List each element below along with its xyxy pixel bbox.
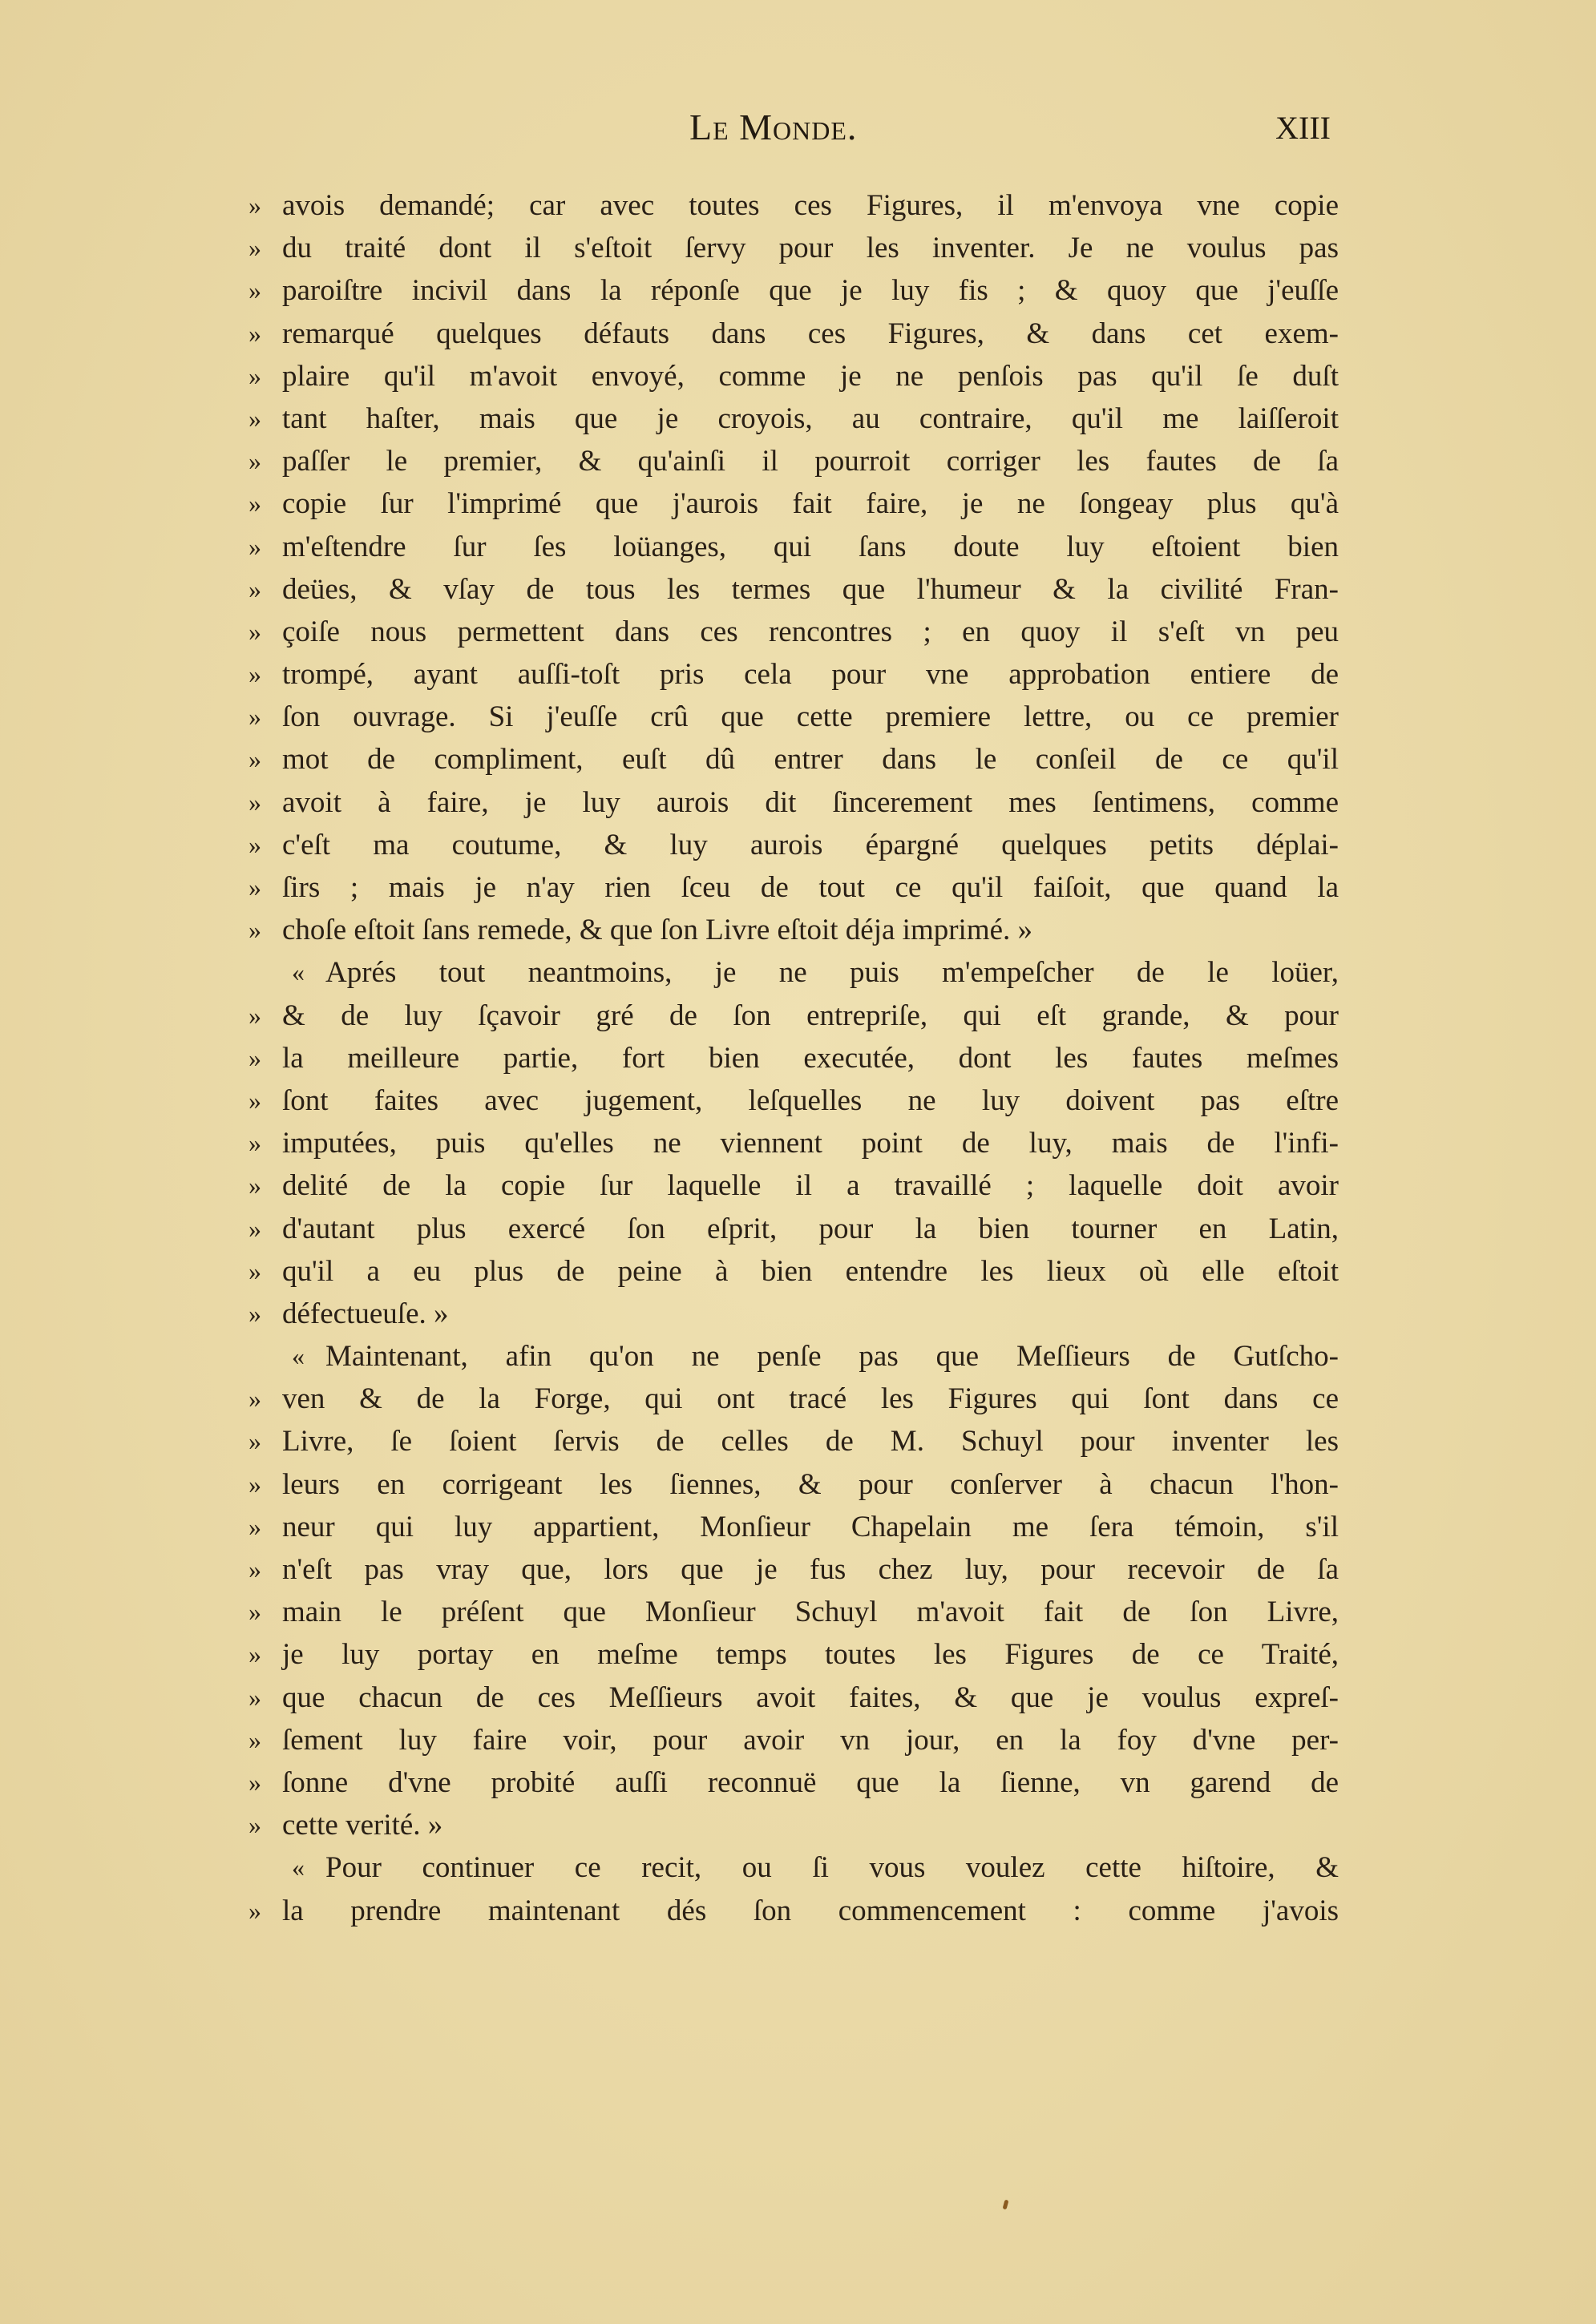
line-text: m'eſtendre ſur ſes loüanges, qui ſans doute luy eſtoient bien	[282, 530, 1339, 563]
quote-marker: »	[248, 361, 261, 390]
text-line	[248, 1890, 1339, 1932]
running-title: Le Monde.	[689, 107, 858, 147]
text-line	[248, 824, 1339, 866]
quote-marker: »	[248, 1043, 261, 1072]
text-line	[248, 1420, 1339, 1463]
text-line	[248, 440, 1339, 482]
text-line	[248, 909, 1339, 951]
text-line	[248, 1548, 1339, 1591]
text-line	[248, 951, 1339, 994]
text-line	[248, 1164, 1339, 1207]
text-line	[248, 526, 1339, 568]
text-line	[248, 397, 1339, 440]
line-text: mot de compliment, euſt dû entrer dans le conſeil de ce qu'il	[282, 743, 1339, 777]
quote-marker: »	[248, 1767, 261, 1797]
text-line	[248, 1761, 1339, 1804]
text-line	[248, 568, 1339, 611]
quote-marker: »	[248, 318, 261, 348]
line-text: Aprés tout neantmoins, je ne puis m'empeſcher de le loüer,	[325, 956, 1339, 990]
line-text: tant haſter, mais que je croyois, au contraire, qu'il me laiſſeroit	[282, 401, 1339, 435]
paper-speck	[1003, 2200, 1009, 2210]
text-line	[248, 355, 1339, 397]
quote-marker: »	[248, 1384, 261, 1414]
quote-marker: »	[248, 1256, 261, 1285]
text-line	[248, 1208, 1339, 1250]
body-text	[248, 184, 1339, 1932]
line-text: remarqué quelques défauts dans ces Figures, & dans cet exem-	[282, 317, 1339, 350]
quote-marker: »	[248, 446, 261, 476]
line-text: Livre, ſe ſoient ſervis de celles de M. Schuyl pour inventer les	[282, 1425, 1339, 1459]
line-text: c'eſt ma coutume, & luy aurois épargné quelques petits déplai-	[282, 828, 1339, 861]
text-line	[248, 1079, 1339, 1122]
quote-marker: »	[248, 1895, 261, 1925]
line-text: défectueuſe. »	[282, 1297, 449, 1330]
text-line	[248, 1122, 1339, 1164]
quote-marker: »	[248, 1682, 261, 1712]
quote-marker: »	[248, 531, 261, 561]
quote-marker: »	[248, 403, 261, 433]
line-text: paſſer le premier, & qu'ainſi il pourroit corriger les fautes de ſa	[282, 445, 1339, 478]
quote-marker: »	[248, 276, 261, 305]
line-text: ſirs ; mais je n'ay rien ſceu de tout ce qu'il faiſoit, que quand la	[282, 871, 1339, 904]
line-text: neur qui luy appartient, Monſieur Chapelain me ſera témoin, s'il	[282, 1510, 1339, 1543]
quote-marker: »	[248, 1085, 261, 1115]
text-line	[248, 1633, 1339, 1676]
line-text: d'autant plus exercé ſon eſprit, pour la bien tourner en Latin,	[282, 1212, 1339, 1245]
line-text: çoiſe nous permettent dans ces rencontres ; en quoy il s'eſt vn peu	[282, 615, 1339, 648]
line-text: qu'il a eu plus de peine à bien entendre les lieux où elle eſtoit	[282, 1254, 1339, 1288]
text-line	[248, 866, 1339, 909]
text-line	[248, 313, 1339, 355]
line-text: copie ſur l'imprimé que j'aurois fait faire, je ne ſongeay plus qu'à	[282, 487, 1339, 521]
quote-marker: »	[248, 873, 261, 902]
running-head	[689, 106, 1331, 154]
quote-marker: »	[248, 702, 261, 732]
quote-marker: »	[248, 1000, 261, 1030]
quote-marker: »	[248, 191, 261, 220]
line-text: Pour continuer ce recit, ou ſi vous voulez cette hiſtoire, &	[325, 1851, 1339, 1885]
quote-marker: »	[248, 1810, 261, 1840]
text-line	[248, 1804, 1339, 1846]
line-text: plaire qu'il m'avoit envoyé, comme je ne penſois pas qu'il ſe duſt	[282, 359, 1339, 393]
text-line	[248, 653, 1339, 696]
line-text: ven & de la Forge, qui ont tracé les Figures qui ſont dans ce	[282, 1382, 1339, 1416]
quote-marker: »	[248, 616, 261, 646]
quote-marker: »	[248, 489, 261, 518]
text-line	[248, 1506, 1339, 1548]
line-text: leurs en corrigeant les ſiennes, & pour conſerver à chacun l'hon-	[282, 1467, 1339, 1501]
text-line	[248, 1335, 1339, 1378]
quote-marker: »	[248, 1555, 261, 1584]
line-text: la meilleure partie, fort bien executée, dont les fautes meſmes	[282, 1041, 1339, 1075]
text-line	[248, 1719, 1339, 1761]
line-text: imputées, puis qu'elles ne viennent point de luy, mais de l'infi-	[282, 1127, 1339, 1160]
text-line	[248, 184, 1339, 227]
line-text: ſon ouvrage. Si j'euſſe crû que cette premiere lettre, ou ce premier	[282, 700, 1339, 734]
line-text: avois demandé; car avec toutes ces Figures, il m'envoya vne copie	[282, 189, 1339, 222]
text-line	[248, 1293, 1339, 1335]
text-line	[248, 696, 1339, 738]
line-text: du traité dont il s'eſtoit ſervy pour les inventer. Je ne voulus pas	[282, 232, 1339, 265]
line-text: Maintenant, afin qu'on ne penſe pas que Meſſieurs de Gutſcho-	[325, 1340, 1339, 1374]
line-text: & de luy ſçavoir gré de ſon entrepriſe, qui eſt grande, & pour	[282, 999, 1339, 1032]
quote-marker: »	[248, 787, 261, 817]
text-line	[248, 269, 1339, 312]
text-line	[248, 1378, 1339, 1420]
quote-marker: »	[248, 1128, 261, 1158]
line-text: delité de la copie ſur laquelle il a travaillé ; laquelle doit avoir	[282, 1169, 1339, 1203]
line-text: que chacun de ces Meſſieurs avoit faites, & que je voulus expreſ-	[282, 1680, 1339, 1714]
quote-marker: »	[248, 574, 261, 603]
line-text: je luy portay en meſme temps toutes les Figures de ce Traité,	[282, 1638, 1339, 1672]
line-text: paroiſtre incivil dans la réponſe que je luy fis ; & quoy que j'euſſe	[282, 274, 1339, 308]
line-text: main le préſent que Monſieur Schuyl m'avoit fait de ſon Livre,	[282, 1596, 1339, 1629]
text-line	[248, 611, 1339, 653]
quote-marker: «	[292, 1853, 305, 1882]
line-text: n'eſt pas vray que, lors que je fus chez luy, pour recevoir de ſa	[282, 1553, 1339, 1586]
text-line	[248, 1037, 1339, 1079]
page-number: XIII	[1275, 110, 1331, 146]
line-text: deües, & vſay de tous les termes que l'humeur & la civilité Fran-	[282, 572, 1339, 606]
quote-marker: »	[248, 1511, 261, 1541]
quote-marker: «	[292, 1342, 305, 1371]
quote-marker: »	[248, 1171, 261, 1200]
text-line	[248, 1463, 1339, 1506]
quote-marker: »	[248, 1725, 261, 1754]
quote-marker: »	[248, 915, 261, 945]
line-text: ſement luy faire voir, pour avoir vn jour, en la foy d'vne per-	[282, 1723, 1339, 1757]
quote-marker: »	[248, 233, 261, 263]
line-text: ſonne d'vne probité auſſi reconnuë que la ſienne, vn garend de	[282, 1765, 1339, 1799]
quote-marker: »	[248, 660, 261, 689]
quote-marker: »	[248, 1640, 261, 1669]
text-line	[248, 1591, 1339, 1633]
quote-marker: »	[248, 744, 261, 774]
text-line	[248, 995, 1339, 1037]
text-line	[248, 1676, 1339, 1719]
quote-marker: »	[248, 1298, 261, 1328]
text-line	[248, 738, 1339, 781]
text-line	[248, 227, 1339, 269]
quote-marker: «	[292, 958, 305, 987]
text-line	[248, 482, 1339, 525]
quote-marker: »	[248, 1213, 261, 1243]
quote-marker: »	[248, 1597, 261, 1627]
quote-marker: »	[248, 829, 261, 859]
text-line	[248, 781, 1339, 824]
line-text: trompé, ayant auſſi-toſt pris cela pour vne approbation entiere de	[282, 658, 1339, 692]
line-text: la prendre maintenant dés ſon commencement : comme j'avois	[282, 1894, 1339, 1927]
quote-marker: »	[248, 1426, 261, 1456]
line-text: cette verité. »	[282, 1809, 443, 1842]
line-text: avoit à faire, je luy aurois dit ſincerement mes ſentimens, comme	[282, 785, 1339, 819]
text-line	[248, 1250, 1339, 1293]
quote-marker: »	[248, 1469, 261, 1499]
text-line	[248, 1846, 1339, 1889]
line-text: ſont faites avec jugement, leſquelles ne luy doivent pas eſtre	[282, 1083, 1339, 1117]
line-text: choſe eſtoit ſans remede, & que ſon Livre eſtoit déja imprimé. »	[282, 914, 1033, 947]
